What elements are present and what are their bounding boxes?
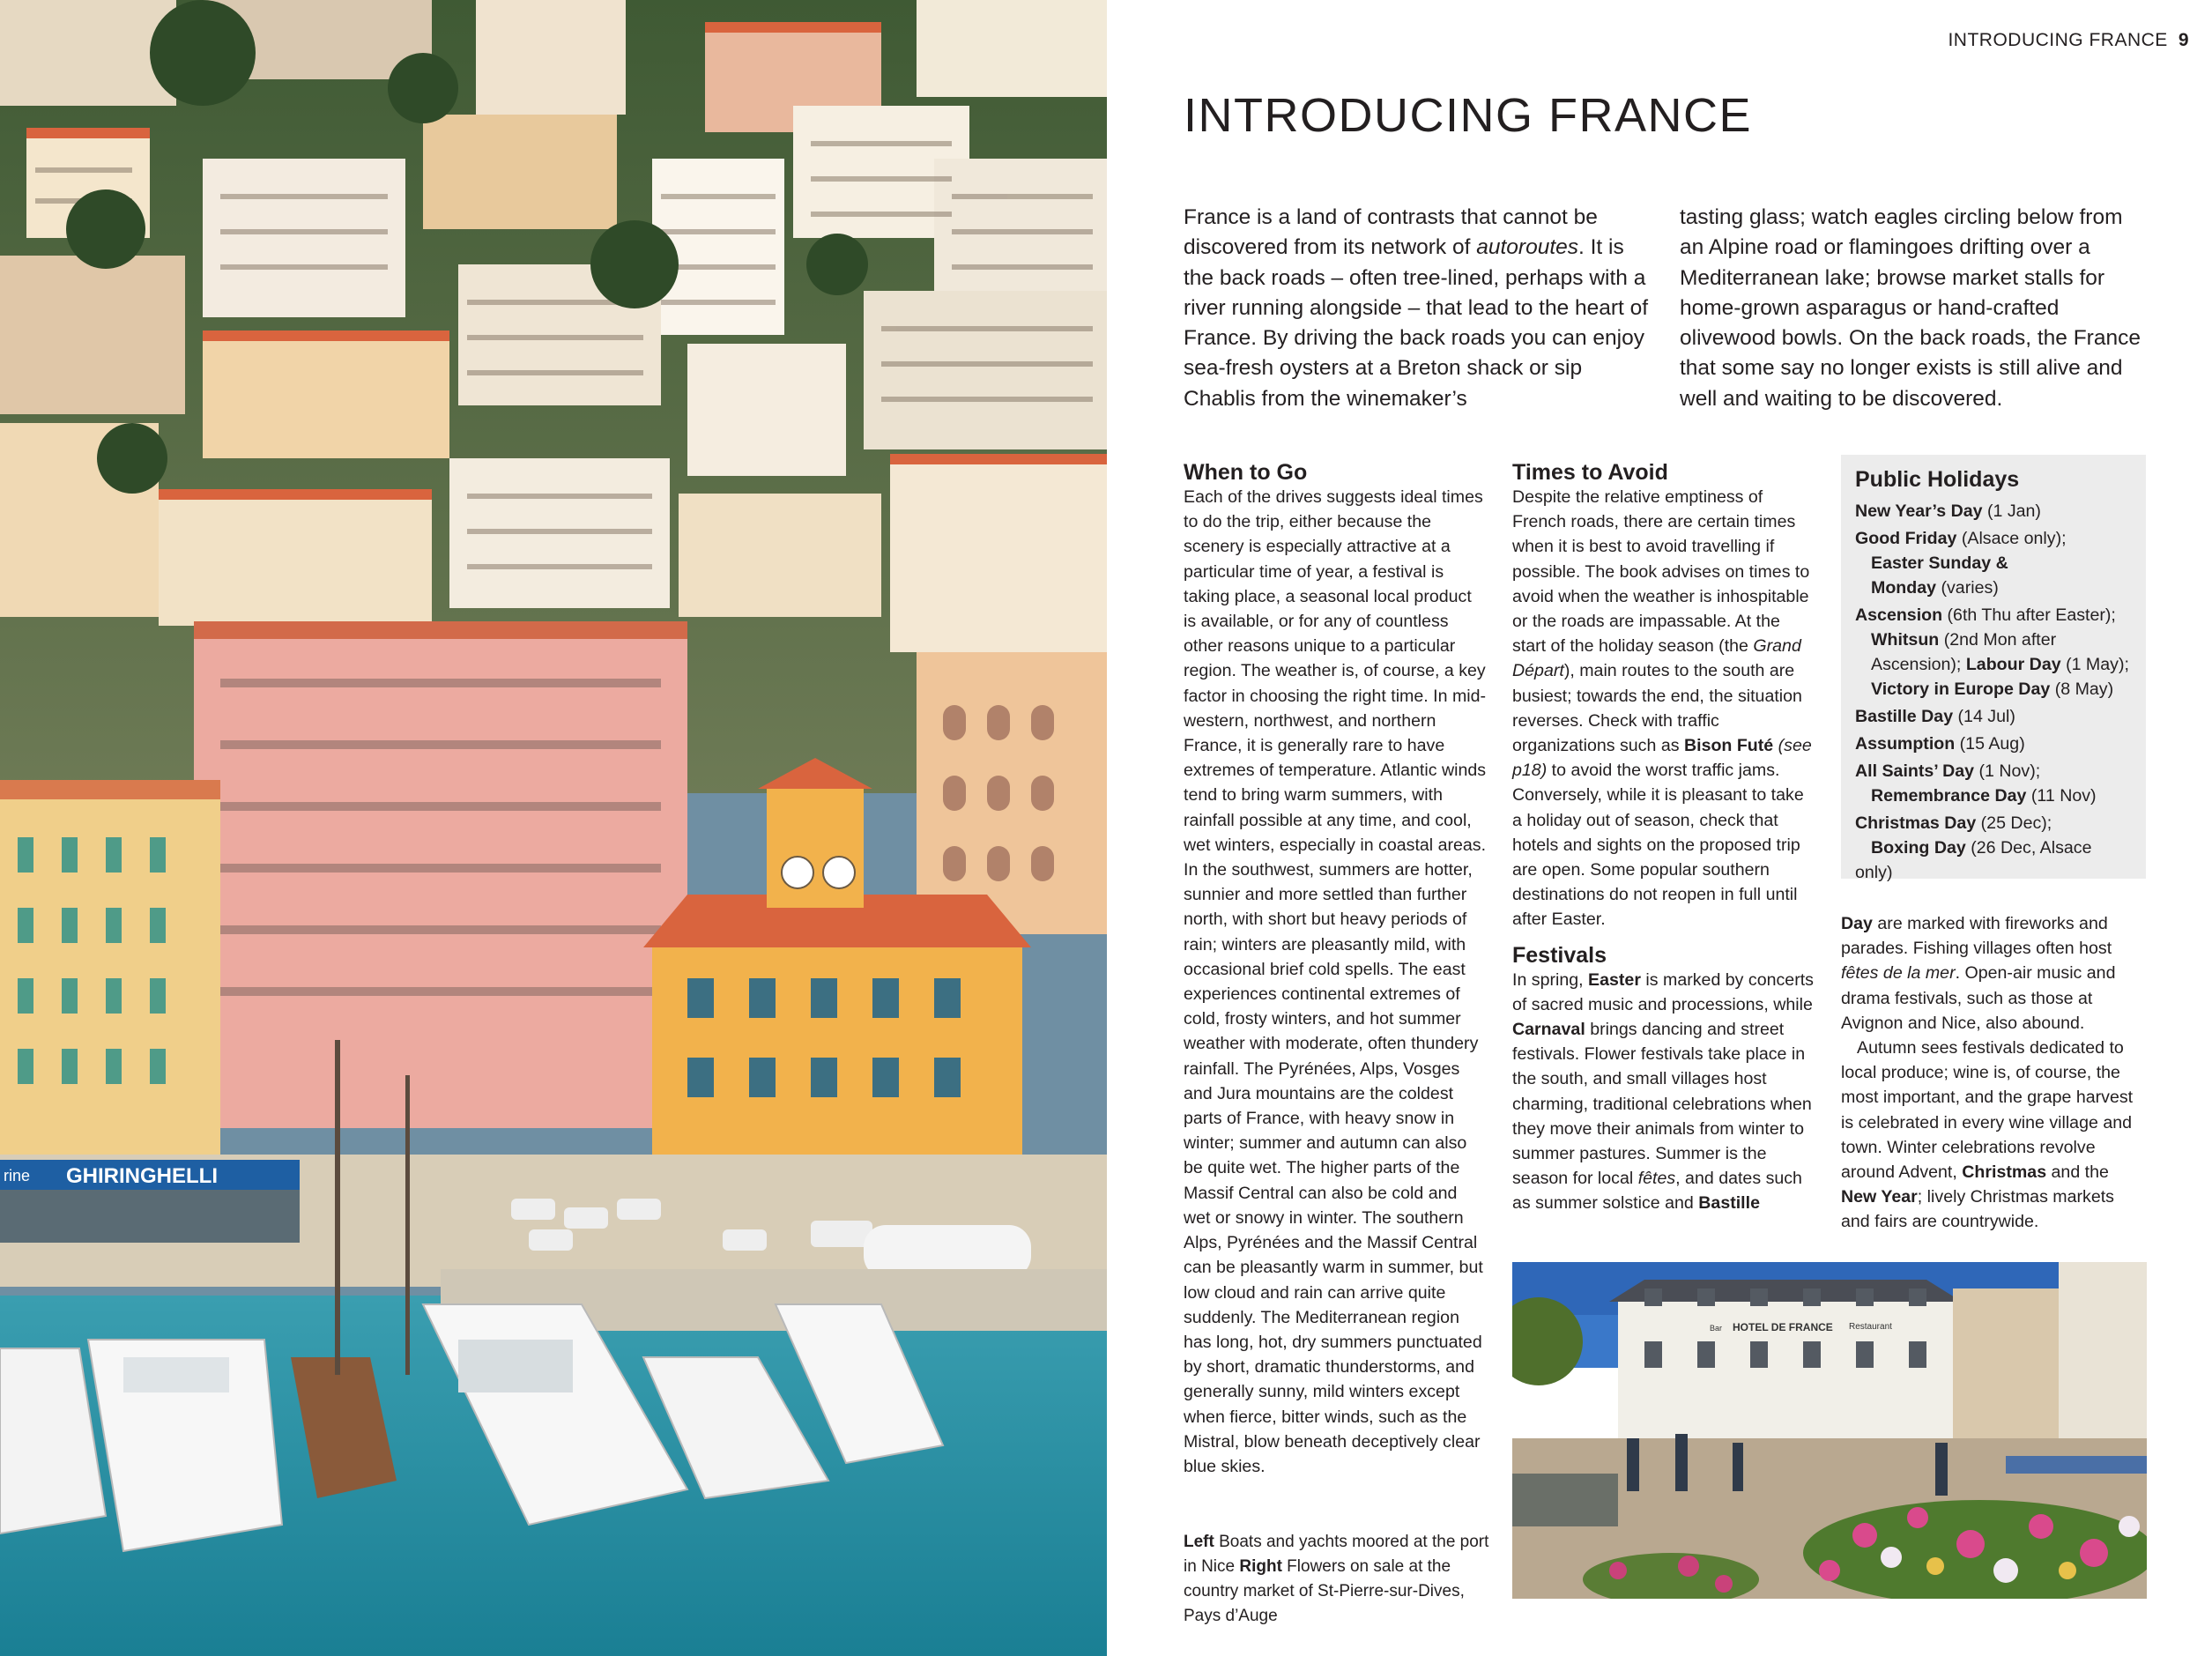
when-to-go-section bbox=[1184, 457, 1488, 1479]
festival-text: brings dancing and street festivals. Flower festivals take place in the south, and small villages host charming, traditional celebrations when they move their animals from winter to summer pastures. Summer is the season for local bbox=[1512, 1020, 1812, 1189]
shop-sign-prefix: rine bbox=[4, 1167, 31, 1184]
festival-text: is marked by concerts of sacred music and processions, while bbox=[1512, 969, 1814, 1014]
festival-easter: Easter bbox=[1588, 969, 1641, 990]
holiday-detail: (25 Dec); bbox=[1976, 813, 2052, 833]
holiday-row bbox=[1855, 759, 2132, 808]
festival-text: In spring, bbox=[1512, 969, 1589, 990]
quay bbox=[0, 1155, 1107, 1287]
caption-right-label: Right bbox=[1239, 1557, 1282, 1576]
holiday-name: Labour Day bbox=[1965, 655, 2061, 674]
holiday-detail: (1 Nov); bbox=[1974, 761, 2041, 781]
caption-right-text: Flowers on sale at the country market of St-Pierre-sur-Dives, Pays d’Auge bbox=[1184, 1557, 1465, 1625]
holiday-detail: (1 Jan) bbox=[1982, 501, 2041, 521]
holiday-name: Good Friday bbox=[1855, 529, 1957, 548]
grand-depart: Grand Départ bbox=[1512, 636, 1801, 681]
times-to-avoid-text bbox=[1512, 485, 1816, 932]
holiday-detail: (1 May); bbox=[2060, 655, 2129, 674]
page-number: 9 bbox=[2178, 30, 2189, 50]
festivals-heading: Festivals bbox=[1512, 942, 1607, 968]
market-illustration bbox=[1512, 1262, 2147, 1599]
holiday-row bbox=[1855, 603, 2132, 702]
holiday-detail: (14 Jul) bbox=[1953, 707, 2015, 726]
holiday-name: Assumption bbox=[1855, 734, 1956, 754]
holiday-name: New Year’s Day bbox=[1855, 501, 1983, 521]
festivals-text-3 bbox=[1841, 1036, 2145, 1235]
pink-building bbox=[194, 621, 687, 1128]
holiday-name: Whitsun bbox=[1871, 630, 1940, 650]
bison-fute: Bison Futé bbox=[1683, 736, 1774, 756]
avoid-text-part: Despite the relative emptiness of French roads, there are certain times when it is best to avoid travelling if possible. The book advises on times to avoid when the weather is inhospitable or the roads are impassable. At the start of the holiday season (the bbox=[1512, 487, 1810, 657]
caption-left-text: Boats and yachts moored at the port in Nice bbox=[1184, 1533, 1489, 1576]
festival-bastille: Bastille bbox=[1698, 1193, 1760, 1214]
festival-text: are marked with fireworks and parades. Fishing villages often host bbox=[1841, 914, 2112, 959]
holiday-detail: (varies) bbox=[1936, 578, 1999, 598]
page-ref: (see p18) bbox=[1512, 736, 1812, 781]
intro-column-2: tasting glass; watch eagles circling below from an Alpine road or flamingoes drifting over a Mediterranean lake; browse market stalls for home-grown asparagus or hand-crafted olivewood bowls. On the back roads, the France that some say no longer exists is still alive and well and waiting to be discovered. bbox=[1680, 205, 2141, 411]
market-photo bbox=[1512, 1262, 2147, 1599]
festival-text: , and dates such as summer solstice and bbox=[1512, 1169, 1802, 1214]
yellow-building-left bbox=[0, 780, 220, 1199]
holiday-detail: Ascension); bbox=[1871, 655, 1966, 674]
avoid-text-part: ), main routes to the south are busiest; towards the end, the situation reverses. Check with traffic organizations such as bbox=[1512, 661, 1802, 756]
festival-fetes: fêtes bbox=[1637, 1169, 1676, 1189]
festival-text: and the bbox=[2046, 1162, 2109, 1183]
times-to-avoid-section bbox=[1512, 457, 1816, 1216]
holiday-name: All Saints’ Day bbox=[1855, 761, 1975, 781]
holiday-detail: (11 Nov) bbox=[2026, 786, 2097, 806]
hotel-sign: HOTEL DE FRANCE bbox=[1733, 1321, 1833, 1333]
holiday-name: Remembrance Day bbox=[1871, 786, 2027, 806]
holiday-detail: (8 May) bbox=[2050, 679, 2114, 699]
photo-caption bbox=[1184, 1530, 1492, 1629]
autoroutes-emphasis: autoroutes bbox=[1476, 235, 1579, 260]
festivals-continued bbox=[1841, 911, 2145, 1235]
holiday-detail: (2nd Mon after bbox=[1939, 630, 2057, 650]
festivals-text-1 bbox=[1512, 968, 1816, 1216]
holiday-detail: (6th Thu after Easter); bbox=[1942, 605, 2116, 625]
holiday-row bbox=[1855, 526, 2132, 600]
when-to-go-text: Each of the drives suggests ideal times to do the trip, either because the scenery is especially attractive at a particular time of year, a festival is taking place, a seasonal local product is available, or for any of countless other reasons unique to a particular region. The weather is, of course, a key factor in choosing the right time. In mid-western, northwest, and northern France, it is generally rare to have extremes of temperature. Atlantic winds tend to bring warm summers, with rainfall possible at any time, and cool, wet winters, especially in coastal areas. In the southwest, summers are hotter, sunnier and more settled than further north, with short but heavy periods of rain; winters are pleasantly mild, with occasional brief cold spells. The east experiences continental extremes of cold, frosty winters, and hot summer weather with moderate, often thundery rainfall. The Pyrénées, Alps, Vosges and Jura mountains are the coldest parts of France, with heavy snow in winter; summer and autumn can also be quite wet. The higher parts of the Massif Central can also be cold and wet or snowy in winter. The southern Alps, Pyrénées and the Massif Central can be pleasantly warm in summer, but low cloud and rain can arrive quite suddenly. The Mediterranean region has long, hot, dry summers punctuated by short, dramatic thunderstorms, and generally sunny, mild winters except when fierce, bitter winds, such as the Mistral, blow beneath deceptively clear blue skies. bbox=[1184, 487, 1487, 1476]
running-head-section: INTRODUCING FRANCE bbox=[1948, 30, 2168, 50]
holiday-name: Christmas Day bbox=[1855, 813, 1977, 833]
intro-text-1: France is a land of contrasts that cannot be discovered from its network of autoroutes. It is the back roads – often tree-lined, perhaps with a river running alongside – that lead to the heart of France. By driving the back roads you can enjoy sea-fresh oysters at a Breton shack or sip Chablis from the winemaker’s bbox=[1184, 205, 1649, 411]
public-holidays-heading: Public Holidays bbox=[1855, 467, 2020, 492]
holiday-row bbox=[1855, 811, 2132, 885]
festival-christmas: Christmas bbox=[1962, 1162, 2047, 1183]
public-holidays-box bbox=[1841, 455, 2146, 882]
peach-building-right bbox=[917, 652, 1107, 934]
festival-day: Day bbox=[1841, 914, 1873, 933]
festival-carnaval: Carnaval bbox=[1512, 1020, 1585, 1040]
holiday-name: Bastille Day bbox=[1855, 707, 1954, 726]
running-head bbox=[1948, 30, 2189, 51]
holiday-detail: (Alsace only); bbox=[1956, 529, 2067, 548]
festivals-text-2 bbox=[1841, 911, 2145, 1036]
holiday-name: Ascension bbox=[1855, 605, 1943, 625]
times-to-avoid-heading: Times to Avoid bbox=[1512, 460, 1668, 485]
festival-fetes-mer: fêtes de la mer bbox=[1841, 963, 1956, 984]
holiday-name: Easter Sunday & bbox=[1871, 553, 2008, 573]
bar-sign: Bar bbox=[1710, 1324, 1723, 1333]
holiday-name: Victory in Europe Day bbox=[1871, 679, 2051, 699]
holiday-row bbox=[1855, 499, 2132, 524]
restaurant-sign: Restaurant bbox=[1849, 1322, 1892, 1332]
holiday-name: Boxing Day bbox=[1871, 838, 1966, 858]
holiday-name: Monday bbox=[1871, 578, 1937, 598]
intro-column-1 bbox=[1184, 203, 1651, 414]
festival-text: . Open-air music and drama festivals, such as those at Avignon and Nice, also abound. bbox=[1841, 963, 2116, 1033]
festival-text: Autumn sees festivals dedicated to local produce; wine is, of course, the most important, and the grape harvest is celebrated in every wine village and town. Winter celebrations revolve around Advent, bbox=[1841, 1038, 2134, 1183]
page-title: INTRODUCING FRANCE bbox=[1184, 89, 1752, 142]
holiday-row bbox=[1855, 704, 2132, 729]
holiday-row bbox=[1855, 731, 2132, 756]
caption-left-label: Left bbox=[1184, 1533, 1214, 1551]
holiday-detail: (15 Aug) bbox=[1955, 734, 2025, 754]
shop-sign: GHIRINGHELLI bbox=[66, 1164, 218, 1188]
holiday-detail: (26 Dec, Alsace only) bbox=[1855, 838, 2092, 882]
avoid-text-part: to avoid the worst traffic jams. Conversely, while it is pleasant to take a holiday out of season, check that hotels and sights on the proposed trip are open. Some popular southern destinations do not reopen in full until after Easter. bbox=[1512, 761, 1804, 930]
festival-new-year: New Year bbox=[1841, 1187, 1918, 1207]
when-to-go-heading: When to Go bbox=[1184, 460, 1308, 485]
festival-text: ; lively Christmas markets and fairs are countrywide. bbox=[1841, 1187, 2114, 1232]
